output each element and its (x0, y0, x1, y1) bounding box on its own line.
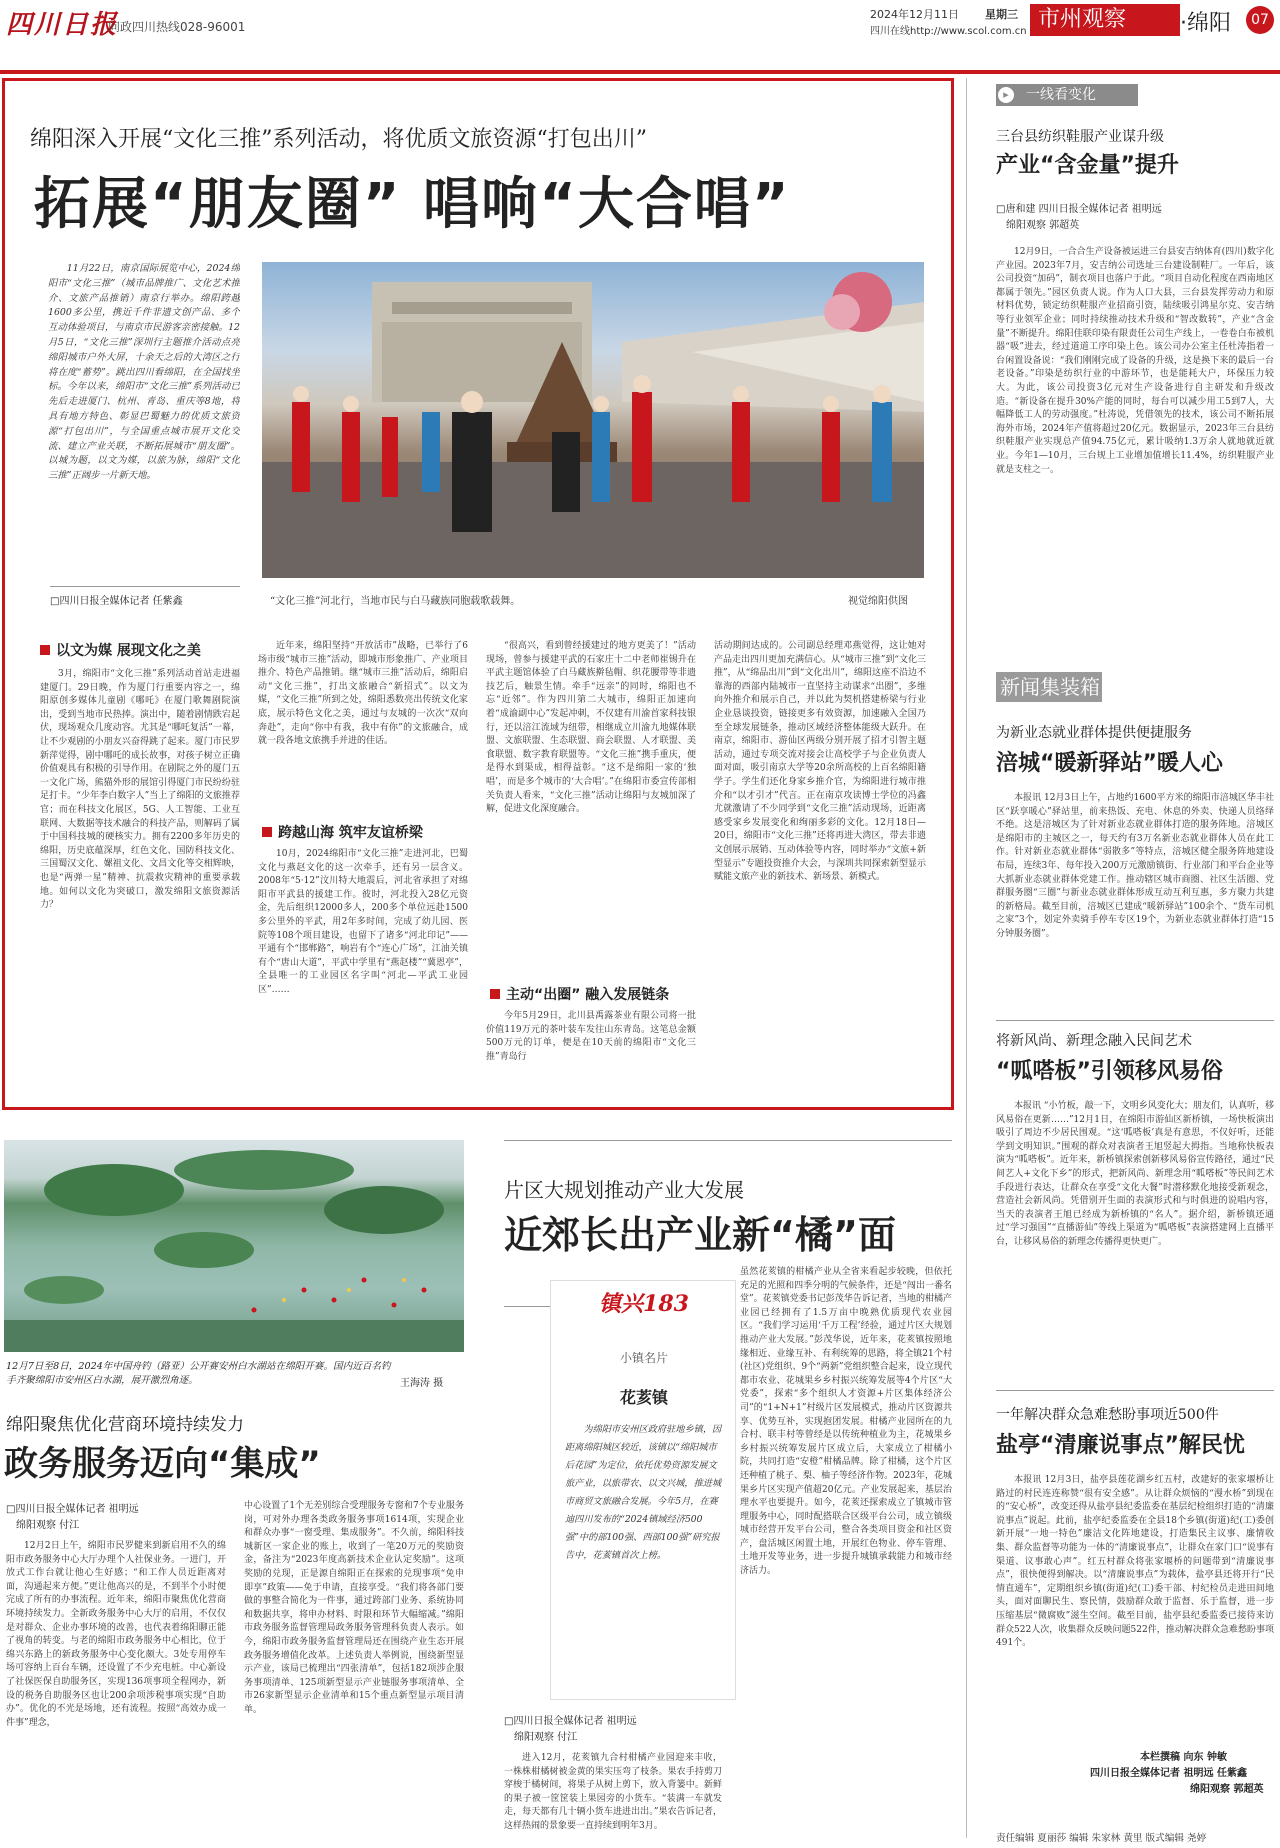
lead-photo-caption: “文化三推”河北行，当地市民与白马藏族同胞载歌载舞。 (270, 596, 521, 607)
story3-column-2 (740, 1266, 952, 1842)
divider (504, 1140, 952, 1141)
s2-title: 涪城“暖新驿站”暖人心 (996, 751, 1223, 776)
s4-body-text: 本报讯 12月3日，盐亭县莲花湖乡红五村，改建好的张家堰桥让路过的村民连连称赞“很有安全感”。从让群众烦恼的“漫水桥”到现在的“安心桥”，改变还得从盐亭县纪委监委在基层纪检组织打造的“清廉说事点”说起。此前，盐亭纪委监委在全县18个乡镇(街道)纪(工)委创新开展“一地一特色”廉洁文化阵地建设，打造集民主议事、廉情收集、群众监督等功能为一体的“清廉说事点”，让群众在家门口“说事有渠道、议事敢心声”。红五村群众将张家堰桥的问题带到“清廉说事点”，很快便得到解决。以“清廉说事点”为载体，盐亭县还将开行“民情直通车”，定期组织乡镇(街道)纪(工)委干部、村纪检员走进田间地头，面对面聊民生、察民情，鼓励群众敢于监督、乐于监督，进一步压缩基层“微腐败”滋生空间。截至目前，盐亭县纪委监委已接待来访群众522人次，收集群众反映问题522件，推动解决群众急难愁盼事项491个。 (996, 1475, 1274, 1649)
lead-photo-credit: 视觉绵阳供图 (848, 596, 908, 607)
lead-photo (262, 262, 924, 578)
town-card-text: 为绵阳市安州区政府驻地乡镇，因距离绵阳城区较近，该镇以“绵阳城市后花园”为定位，依托优势资源发展文旅产业，以旅带农、以文兴城，推进城市商贸文旅融合发展。今年5月，在赛迪四川发布的“2024镇域经济500强”中的部100强、西部100强”研究报告中，花荄镇首次上榜。 (565, 1424, 722, 1561)
s3-body (996, 1100, 1274, 1378)
s2-body-text: 本报讯 12月3日上午，占地约1600平方米的绵阳市涪城区华丰社区“跃享暖心”驿站里，前来热饭、充电、休息的外卖、快递人员络绎不绝。这是涪城区为了针对新业态就业群体打造的服务阵地。涪城区是绵阳市的主城区之一，每天约有3万名新业态就业群体人员在此工作。针对新业态就业群体“弱散多”等特点，涪城区健全服务阵地建设布局，连续3年、每年投入200万元激励镇街、行业部门和平台企业等大抓新业态就业群体党建工作。推动辖区城市商圈、社区生活圈、党群服务圈“三圈”与新业态就业群体形成互动互利互惠，多方聚力共建的新格局。截至目前，涪城区已建成“暖新驿站”100余个、“货车司机之家”3个，划定外卖骑手停车专区19个，为新业态就业群体打造“15分钟服务圈”。 (996, 793, 1274, 939)
lead-column-2b (258, 848, 468, 1088)
s4-kicker: 一年解决群众急难愁盼事项近500件 (996, 1407, 1219, 1423)
lead-col3b-text: 今年5月29日，北川县禹露茶业有限公司将一批价值119万元的茶叶装车发往山东青岛。这笔总金额500万元的订单，便是在10天前的绵阳市“文化三推”青岛行 (486, 1011, 696, 1062)
lead-col1-text: 3月，绵阳市“文化三推”系列活动首站走进福建厦门。29日晚，作为厦门行重要内容之一，绵阳原创多媒体儿童剧《哪吒》在厦门歌舞剧院演出，受到当地市民热捧。演出中，随着剧情跌宕起伏，现场观众几度动容。尤其是“哪吒复活”一幕，让不少观剧的小朋友兴奋得跳了起来。厦门市民罗新萍觉得，剧中哪吒的成长故事，对孩子树立正确价值观具有积极的引导作用。在剧院之外的厦门五一文化广场，熊猫外形的展馆引得厦门市民纷纷驻足打卡。“少年李白数字人”当上了绵阳的文旅推荐官；而在科技文化展区，5G、人工智能、工业互联网、大数据等技术融合的科技产品，则解码了属于中国科技城的硬核实力。拥有2200多年历史的绵阳，历史底蕴深厚，红色文化、国防科技文化、三国蜀汉文化、嫘祖文化、文昌文化等交相辉映，也是“两弹一星”精神、抗震救灾精神的重要承载地。如何以文化为突破口，激发绵阳文旅资源活力？ (40, 669, 240, 911)
s1-byline-1: □唐和建 四川日报全媒体记者 祖明远 (996, 204, 1162, 215)
lake-regatta-image (4, 1140, 464, 1352)
lead-title: 拓展“朋友圈” 唱响“大合唱” (34, 172, 791, 237)
divider (996, 1020, 1274, 1021)
story3-byline-1: □四川日报全媒体记者 祖明远 (504, 1716, 637, 1727)
lead-intro: 11月22日，南京国际展览中心，2024绵阳市“文化三推”（城市品牌推广、文化艺术推介、文旅产品推销）南京行举办。绵阳跨越1600多公里，携近千件非遗文创产品、多个互动体验项目，与南京市民游客亲密接触。12月5日，“文化三推”深圳行主题推介活动点亮绵阳城市户外大屏，十余天之后的大湾区之行将在度“蓄势”。跳出四川看绵阳，在全国找坐标。今年以来，绵阳市“文化三推”系列活动已先后走进厦门、杭州、青岛、重庆等8地，将具有地方特色、彰显巴蜀魅力的优质文旅资源“打包出川”，与全国重点城市展开文化交流、建立产业关联，不断拓展城市“朋友圈”。以城为题，以文为媒，以旅为脉，绵阳“文化三推”正阔步一片新天地。 (48, 263, 240, 482)
s3-title: “呱嗒板”引领移风易俗 (996, 1059, 1223, 1084)
town-badge: 镇兴183 (599, 1291, 689, 1317)
s4-body (996, 1474, 1274, 1742)
s2-kicker: 为新业态就业群体提供便捷服务 (996, 725, 1192, 741)
lead-byline: □四川日报全媒体记者 任紫鑫 (50, 596, 183, 607)
credits-3: 绵阳观察 郭超英 (1190, 1784, 1264, 1795)
credits-1: 本栏撰稿 向东 钟敏 (1140, 1752, 1227, 1763)
lead-col2b-text: 10月，2024绵阳市“文化三推”走进河北，巴蜀文化与燕赵文化的这一次牵手，还有另一层含义。2008年“5·12”汶川特大地震后，河北省承担了对绵阳市平武县的援建工作。彼时，河北投入28亿元资金，先后组织12000多人，200多个单位远赴1500多公里外的平武，用2年多时间，完成了幼儿园、医院等108个项目建设，也留下了诸多“河北印记”——平通有个“邯郸路”，响岩有个“连心广场”，江油关镇有个“唐山大道”，平武中学里有“燕赵楼”“冀恩亭”，全县唯一的工业园区名字叫“河北—平武工业园区”…… (258, 849, 468, 995)
s1-byline-2: 绵阳观察 郭超英 (1006, 220, 1080, 231)
divider (504, 1306, 550, 1307)
s3-body-text: 本报讯 “小竹板，敲一下，文明乡风变化大；朋友们，认真听，移风易俗在更新……”12月1日，在绵阳市游仙区新桥镇，一场快板演出吸引了周边不少居民围观。“这‘呱嗒板’真是有意思，不仅好听，还能学到文明知识。”围观的群众对表演者王旭竖起大拇指。当地称快板表演为“呱嗒板”。近年来，新桥镇探索创新移风易俗宣传路径，通过“民间艺人+文化下乡”的形式，把新风尚、新理念用“呱嗒板”等民间艺术手段进行表达，让群众在享受“文化大餐”时潜移默化地接受新观念，营造社会新风尚。凭借别开生面的表演形式和与时俱进的说唱内容，当天的表演者王旭已经成为新桥镇的“名人”。据介绍，新桥镇还通过“学习强国”“直播游仙”等线上渠道为“呱嗒板”表演搭建网上直播平台，让移风易俗的新理念传播得更快更广。 (996, 1101, 1274, 1247)
tag-news-container: 新闻集装箱 (996, 672, 1102, 702)
lead-column-1 (40, 668, 240, 1088)
photo2-credit: 王海涛 摄 (400, 1378, 444, 1389)
story3-kicker: 片区大规划推动产业大发展 (504, 1178, 744, 1202)
lead-column-2 (258, 640, 468, 840)
page-number: 07 (1246, 6, 1274, 34)
photo2-caption: 12月7日至8日，2024年中国舟钓（路亚）公开赛安州白水湖站在绵阳开赛。国内近百名钓 手齐聚绵阳市安州区白水湖，展开激烈角逐。 (6, 1361, 391, 1386)
lead-subtitle: 绵阳深入开展“文化三推”系列活动，将优质文旅资源“打包出川” (30, 127, 647, 152)
divider (996, 1390, 1274, 1391)
issue-weekday: 星期三 (985, 8, 1018, 21)
footer-editors: 责任编辑 夏丽莎 编辑 朱家林 黄里 版式编辑 尧婷 (996, 1833, 1207, 1844)
section-city: ·绵阳 (1180, 11, 1231, 36)
issue-date: 2024年12月11日 (870, 8, 959, 21)
story2-kicker: 绵阳聚焦优化营商环境持续发力 (6, 1415, 244, 1435)
s2-body (996, 792, 1274, 1012)
lead-section-heading-2: 跨越山海 筑牢友谊桥梁 (262, 822, 423, 842)
lead-col4-text: 活动期间达成的。公司副总经理邓燕觉得，这让她对产品走出四川更加充满信心。从“城市三推”到“文化三推”，从“绵品出川”到“文化出川”，绵阳这座不沿边不靠海的西部内陆城市一直坚持主动谋求“出圈”，多维向外推介和展示自己，并以此为契机搭建桥梁与行业企业恳谈投资，链接更多有效资源，加速融入全国乃至全球发展链条，推动区域经济整体能级大跃升。在南京，绵阳市、游仙区两级分别开展了招才引智主题活动，通过专项交流对接会让高校学子与企业负责人面对面，吸引南京大学等20余所高校的上百名绵阳籍学子。学生们还化身家乡推介官，为绵阳进行城市推介和“以才引才”代言。正在南京攻读博士学位的冯鑫尤就激请了不少同学到“文化三推”活动现场，近距离感受家乡发展变化和绚丽多彩的文化。12月18日—20日，绵阳市“文化三推”还将再进大湾区，带去非遗文创展示展销、互动体验等内容，同时举办“文旅+新型显示”专题投资推介大会，与深圳共同探索新型显示赋能文旅产业的新技术、新场景、新模式。 (714, 641, 926, 883)
masthead (0, 0, 1280, 44)
lead-column-3b (486, 1010, 696, 1092)
website-text: 四川在线http://www.scol.com.cn (870, 26, 1027, 37)
dance-scene-image (262, 262, 924, 578)
story3-col1-text: 进入12月，花荄镇九合村柑橘产业园迎来丰收，一株株柑橘树被金黄的果实压弯了枝条。果农手持剪刀穿梭于橘树间，将果子从树上剪下，放入背篓中。新鲜的果子被一筐筐装上果园旁的小货车。“装满一车就发走，每天都有几十辆小货车进进出出。”果农告诉记者，这样热闹的景象要一直持续到明年3月。 (504, 1753, 722, 1831)
s4-title: 盐亭“清廉说事点”解民忧 (996, 1433, 1245, 1458)
story3-byline-2: 绵阳观察 付江 (514, 1732, 578, 1743)
story2-col2-text: 中心设置了1个无差别综合受理服务专窗和7个专业服务岗，可对外办理各类政务服务事项1614项，实现企业和群众办事“一窗受理、集成服务”。不久前，绵阳科技城新区一家企业的账上，收到了一笔20万元的奖励资金，备注为“2023年度高新技术企业认定奖励”。这项奖励的兑现，正是源自绵阳正在探索的兑现事项“免申即享”政策——免于申请，直接享受。“我们将各部门要做的事整合简化为一件事，通过跨部门业务、系统协同和数据共享，将申办材料、时限和环节大幅缩减。”绵阳市政务服务监督管理局政务服务管理科负责人表示。如今，绵阳市政务服务监督管理局还在围绕产业生态开展政务服务增值化改革。上述负责人举例说，围绕新型显示产业，该局已梳理出“四张清单”，包括182项涉企服务事项清单、125项新型显示产业链服务事项清单、全市26家新型显示企业清单和15个重点新型显示项目清单。 (244, 1501, 464, 1715)
story2-column-1 (6, 1540, 226, 1842)
divider (50, 586, 240, 587)
lead-column-3 (486, 640, 696, 980)
story2-byline-2: 绵阳观察 付江 (16, 1520, 80, 1531)
lead-section-heading-3: 主动“出圈” 融入发展链条 (490, 984, 669, 1004)
story2-column-2 (244, 1500, 464, 1842)
hotline-text: 问政四川热线028-96001 (108, 20, 246, 34)
lead-col3-text: “很高兴，看到曾经援建过的地方更美了！”活动现场，曾参与援建平武的石家庄十二中老师崔锡升在平武主题馆体验了白马藏族擀毡帽、织花腰带等非遗技艺后，触景生情。牵手“远亲”的同时，绵阳也不忘“近邻”。作为四川第二大城市，绵阳正加速向着“成渝副中心”发起冲刺，不仅建有川渝首家科技银行，还以涪江流域为纽带，相继成立川渝九地媒体联盟、文旅联盟、生态联盟、商会联盟、人才联盟、美食联盟、数字教育联盟等。“文化三推”携手重庆，便是得水到渠成，相得益彰。“这不是绵阳一家的‘独唱’，而是多个城市的‘大合唱’。”在绵阳市委宣传部相关负责人看来，“文化三推”活动让绵阳与友城加深了解，促进文化深度融合。 (486, 641, 696, 815)
s1-body (996, 246, 1274, 634)
story3-column-1 (504, 1752, 722, 1842)
section-banner: 市州观察 (1030, 4, 1180, 36)
lead-col2-text: 近年来，绵阳坚持“开放活市”战略，已举行了6场市级“城市三推”活动，即城市形象推广、产业项目推介、特色产品推销。继“城市三推”活动后，绵阳启动“文化三推”，打出文旅融合“新招式”。以文为媒，“文化三推”所到之处，绵阳悉数亮出传统文化家底，展示特色文化之美，通过与友城的一次次“双向奔赴”，走向“你中有我，我中有你”的文旅融合，成就一段各地文旅携手并进的佳话。 (258, 641, 468, 747)
town-card-label: 小镇名片 (619, 1351, 668, 1365)
s1-title: 产业“含金量”提升 (996, 153, 1179, 178)
credits-2: 四川日报全媒体记者 祖明远 任紫鑫 (1090, 1768, 1247, 1779)
story3-title: 近郊长出产业新“橘”面 (504, 1213, 896, 1257)
lake-photo (4, 1140, 464, 1352)
s1-body-text: 12月9日，一合合生产设备被运进三台县安吉纳体育(四川)数字化产业园。2023年7月，安吉纳公司选址三台建设制鞋厂。一年后，该公司投资“加码”，制衣项目也落户于此。“项目自动化程度在西南地区都属于领先。”园区负责人说。作为人口大县，三台县发挥劳动力和原材料优势，锁定纺织鞋服产业招商引资，陆续吸引鸿星尔克、安吉纳等行业领军企业；同时持续推动技术升级和“智改数转”，产业“含金量”不断提升。绵阳佳联印染有限责任公司生产线上，一卷卷白布被机器“吸”进去，经过道道工序印染上色。该公司办公室主任杜涛指着一台闲置设备说：“我们刚刚完成了设备的升级，这是换下来的最后一台老设备。”印染是纺织行业的中游环节，也是能耗大户，环保压力较大。为此，该公司投资3亿元对生产设备进行自主研发和升级改造。“新设备在提升30%产能的同时，每台可以减少用工5到7人，大幅降低工人的劳动强度。”杜涛说，凭借领先的技术，该公司不断拓展海外市场，2024年产值将超过20亿元。数据显示，2023年三台县纺织鞋服产业实现总产值94.75亿元，累计吸纳1.3万余人就地就近就业。今年1—10月，三台规上工业增加值增长11.4%，纺织鞋服产业就是支柱之一。 (996, 247, 1274, 475)
story3-col2-text: 虽然花荄镇的柑橘产业从全省来看起步较晚，但依托充足的光照和四季分明的气候条件，还是“闯出一番名堂”。花荄镇党委书记彭茂华告诉记者，当地的柑橘产业园已经拥有了1.5万亩中晚熟优质现代农业园区。“我们学习运用‘千万工程’经验，通过片区大规划推动产业大发展。”彭茂华说，近年来，花荄镇按照地缘相近、业缘互补、有利统筹的思路，将全镇21个村(社区)党组织、9个“两新”党组织整合起来，设立现代都市农业、花城果乡乡村振兴统筹发展等4个片区“大党委”，探索“多个组织人才资源+片区集体经济公司”的“1+N+1”村级片区发展模式，推动片区资源共享、优势互补，实现抱团发展。柑橘产业园所在的九合村、联丰村等曾经是以传统种植业为主，花城果乡乡村振兴统筹发展片区成立后，大家成立了柑橘小院，共同打造“安橙”柑橘品牌。除了柑橘，这个片区还种植了桃子、梨、柚子等经济作物。2023年，花城果乡片区实现产值超20亿元。产业发展起来，基层治理水平也要提升。如今，花荄还探索成立了镇城市管理服务中心，同时配搭联合区级平台公司，成立镇级城市经营开发平台公司，整合各类项目资金和社区资产，盘活城区闲置土地，开展红色物业、停车管理、土地开发等业务，进一步提升城镇承载能力和城市经济活力。 (740, 1267, 952, 1577)
s3-kicker: 将新风尚、新理念融入民间艺术 (996, 1033, 1192, 1049)
town-card-title: 花荄镇 (619, 1388, 668, 1407)
newspaper-logo: 四川日报 (6, 10, 119, 40)
lead-section-heading-1: 以文为媒 展现文化之美 (40, 640, 201, 660)
s1-kicker: 三台县纺织鞋服产业谋升级 (996, 129, 1164, 145)
story2-byline-1: □四川日报全媒体记者 祖明远 (6, 1504, 139, 1515)
top-divider (0, 70, 1280, 74)
story2-title: 政务服务迈向“集成” (4, 1444, 321, 1484)
town-card (550, 1280, 736, 1700)
column-divider (966, 78, 967, 1838)
play-arrow-icon: ▸ (998, 87, 1014, 103)
story2-col1-text: 12月2日上午，绵阳市民罗健来到新启用不久的绵阳市政务服务中心大厅办理个人社保业务。一进门，开放式工作台就让他心生好感；“和工作人员近距离对面，沟通起来方便。”更让他高兴的是，不到半个小时便完成了所有的办事流程。近年来，绵阳市聚焦优化营商环境持续发力。全新政务服务中心大厅的启用，不仅仅是对群众、企业办事环境的改善，也代表着绵阳聊正能了视角的转变。与老的绵阳市政务服务中心相比，位于绵兴东路上的新政务服务中心变化颇大。3处专用停车场可容纳上百台车辆，还设置了不少充电桩。中心新设了社保医保自助服务区，实现136项事项全程网办，新设的税务自助服务区也让200余项涉税事项实现“自助办”。优化的不光是场地，还有流程。按照“高效办成一件事”理念， (6, 1541, 226, 1728)
lead-column-4 (714, 640, 926, 1092)
tag-frontline: 一线看变化 (996, 84, 1138, 106)
